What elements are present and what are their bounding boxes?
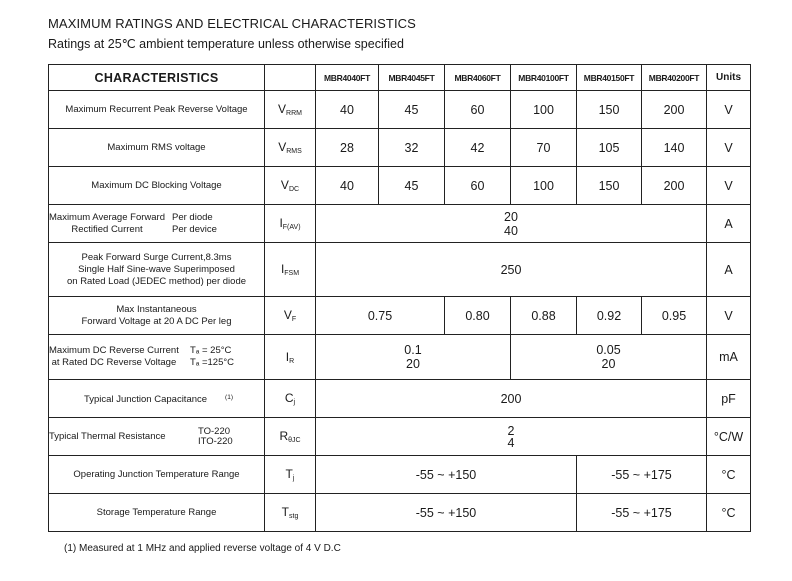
row-description: Storage Temperature Range	[49, 494, 265, 532]
table-row	[49, 335, 751, 380]
row-symbol: $C_j$	[265, 380, 316, 418]
row-value: 0.75	[316, 297, 445, 335]
row-symbol: $V_F$	[265, 297, 316, 335]
row-symbol: $V_{RRM}$	[265, 91, 316, 129]
row-unit: pF	[707, 380, 751, 418]
row-value: 28	[316, 129, 379, 167]
row-symbol: $I_{F(AV)}$	[265, 205, 316, 243]
row-unit: A	[707, 205, 751, 243]
row-value: 105	[577, 129, 642, 167]
row-unit: °C/W	[707, 418, 751, 456]
row-value: 60	[445, 91, 511, 129]
row-value: 60	[445, 167, 511, 205]
row-value: 100	[511, 167, 577, 205]
part-header-mbr4045ft: MBR4045FT	[379, 65, 445, 91]
row-value: 150	[577, 167, 642, 205]
units-header: Units	[707, 65, 751, 91]
table-row	[49, 205, 751, 243]
row-description: Peak Forward Surge Current,8.3ms Single Half Sine-wave Superimposed on Rated Load (JEDEC method) per diode	[49, 243, 265, 297]
row-value: 70	[511, 129, 577, 167]
row-description: Max Instantaneous Forward Voltage at 20 A DC Per leg	[49, 297, 265, 335]
part-header-mbr40100ft: MBR40100FT	[511, 65, 577, 91]
ratings-table	[48, 64, 751, 532]
row-symbol: $T_j$	[265, 456, 316, 494]
row-unit: V	[707, 91, 751, 129]
row-value: -55 ~ +175	[577, 456, 707, 494]
row-value: -55 ~ +150	[316, 494, 577, 532]
row-value: 20 40	[316, 205, 707, 243]
table-row	[49, 243, 751, 297]
row-value: 45	[379, 167, 445, 205]
row-symbol: $R_{\theta JC}$	[265, 418, 316, 456]
row-symbol: $T_{stg}$	[265, 494, 316, 532]
row-value: -55 ~ +150	[316, 456, 577, 494]
row-symbol: $V_{DC}$	[265, 167, 316, 205]
row-value: 2 4	[316, 418, 707, 456]
row-value: 200	[316, 380, 707, 418]
row-value: 200	[642, 167, 707, 205]
part-header-mbr4060ft: MBR4060FT	[445, 65, 511, 91]
row-value: 42	[445, 129, 511, 167]
row-value: 0.80	[445, 297, 511, 335]
part-header-mbr40200ft: MBR40200FT	[642, 65, 707, 91]
row-symbol: $V_{RMS}$	[265, 129, 316, 167]
row-unit: °C	[707, 494, 751, 532]
row-symbol: $I_R$	[265, 335, 316, 380]
row-description: Typical Thermal Resistance TO-220 ITO-220	[49, 418, 265, 456]
row-value: 250	[316, 243, 707, 297]
document-subheading: Ratings at 25℃ ambient temperature unless otherwise specified	[48, 37, 404, 51]
row-description: Maximum Average Forward Rectified Current Per diode Per device	[49, 205, 265, 243]
row-description: Maximum DC Blocking Voltage	[49, 167, 265, 205]
row-value: 150	[577, 91, 642, 129]
table-row	[49, 456, 751, 494]
row-symbol: $I_{FSM}$	[265, 243, 316, 297]
table-row	[49, 297, 751, 335]
row-description: Maximum DC Reverse Current at Rated DC Reverse Voltage Tₐ = 25°C Tₐ =125°C	[49, 335, 265, 380]
row-unit: mA	[707, 335, 751, 380]
row-description: Maximum RMS voltage	[49, 129, 265, 167]
row-value: 0.05 20	[511, 335, 707, 380]
row-value: 0.88	[511, 297, 577, 335]
row-unit: °C	[707, 456, 751, 494]
footnote: (1) Measured at 1 MHz and applied reverse voltage of 4 V D.C	[64, 543, 341, 554]
row-value: 140	[642, 129, 707, 167]
table-row	[49, 91, 751, 129]
document-heading: MAXIMUM RATINGS AND ELECTRICAL CHARACTERISTICS	[48, 16, 416, 31]
table-row	[49, 380, 751, 418]
symbol-header	[265, 65, 316, 91]
row-description: Operating Junction Temperature Range	[49, 456, 265, 494]
row-value: 32	[379, 129, 445, 167]
part-header-mbr40150ft: MBR40150FT	[577, 65, 642, 91]
footnote-marker: (1)	[225, 393, 233, 401]
row-unit: A	[707, 243, 751, 297]
part-header-mbr4040ft: MBR4040FT	[316, 65, 379, 91]
row-value: 40	[316, 167, 379, 205]
row-value: -55 ~ +175	[577, 494, 707, 532]
row-value: 0.92	[577, 297, 642, 335]
table-row	[49, 418, 751, 456]
row-description: Maximum Recurrent Peak Reverse Voltage	[49, 91, 265, 129]
row-value: 100	[511, 91, 577, 129]
row-unit: V	[707, 129, 751, 167]
row-value: 0.1 20	[316, 335, 511, 380]
row-value: 40	[316, 91, 379, 129]
row-unit: V	[707, 297, 751, 335]
table-header-row	[49, 65, 751, 91]
row-value: 0.95	[642, 297, 707, 335]
table-row	[49, 494, 751, 532]
characteristics-header: CHARACTERISTICS	[49, 65, 265, 91]
table-row	[49, 129, 751, 167]
table-row	[49, 167, 751, 205]
row-description: Typical Junction Capacitance $^{(1)}$	[49, 380, 265, 418]
row-value: 200	[642, 91, 707, 129]
row-unit: V	[707, 167, 751, 205]
row-value: 45	[379, 91, 445, 129]
